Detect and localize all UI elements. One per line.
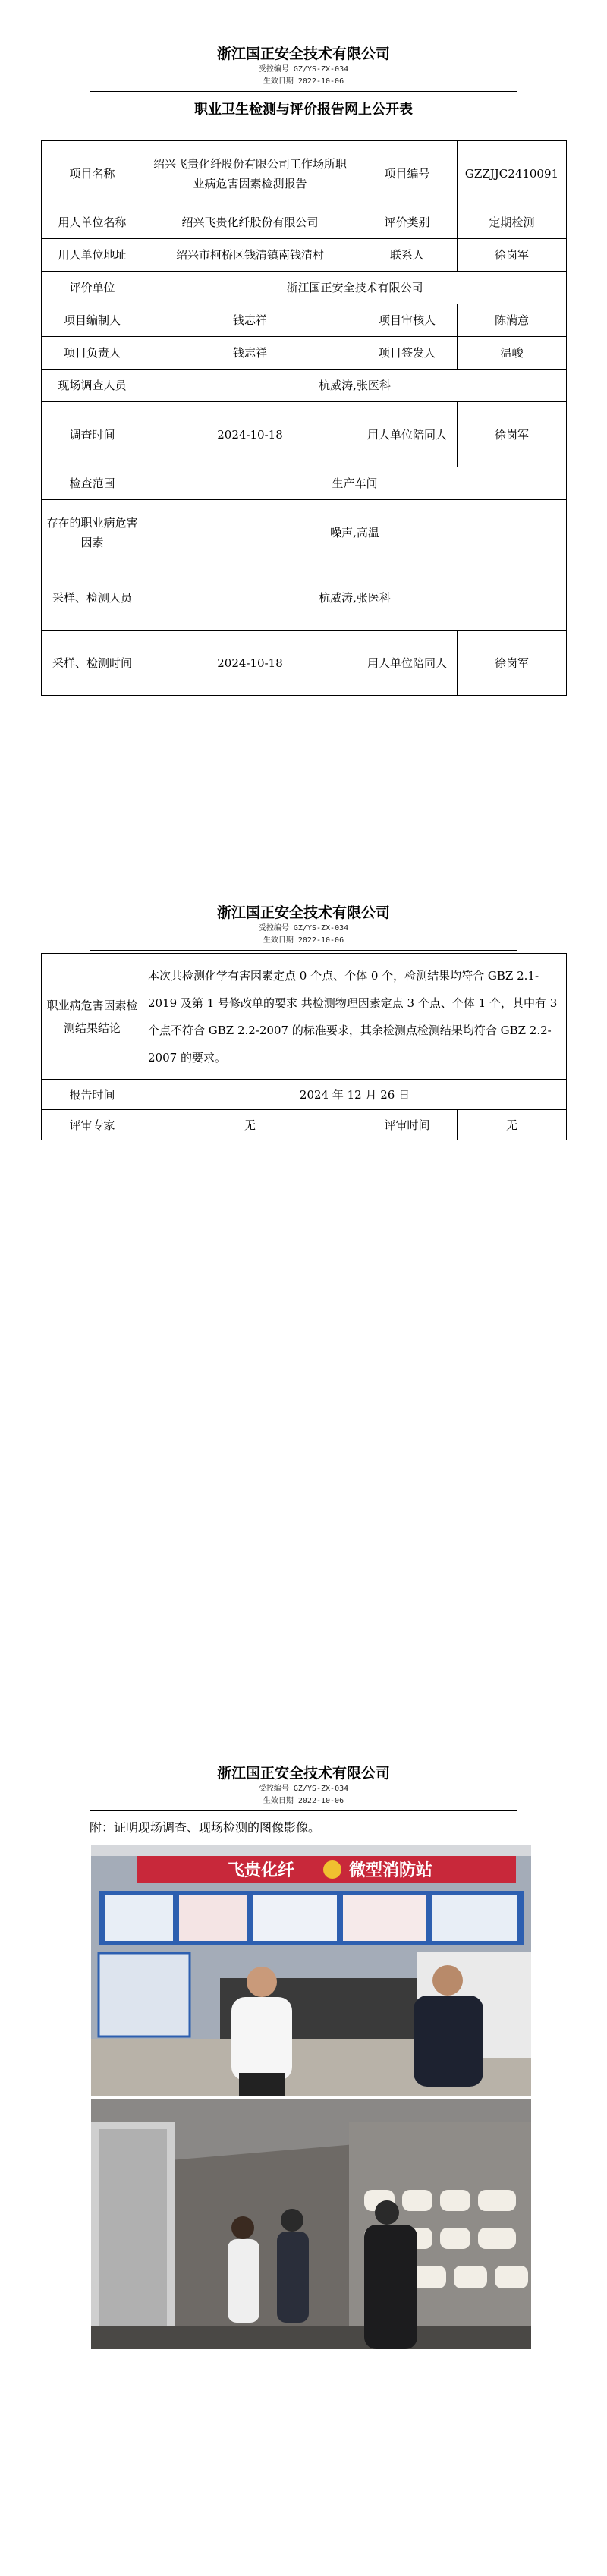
site-detection-photo: [91, 2099, 531, 2349]
hazards-label: 存在的职业病危害因素: [42, 500, 143, 565]
project-name-label: 项目名称: [42, 141, 143, 206]
report-time: 2024 年 12 月 26 日: [143, 1080, 567, 1110]
accompany: 徐岗军: [458, 402, 567, 467]
site-detection-photo-illustration: [91, 2099, 531, 2349]
banner-text-2: 微型消防站: [349, 1861, 433, 1880]
eval-unit: 浙江国正安全技术有限公司: [143, 272, 567, 304]
eval-type-label: 评价类别: [357, 206, 458, 239]
surveyor-label: 现场调查人员: [42, 370, 143, 402]
company-name: 浙江国正安全技术有限公司: [216, 46, 390, 62]
conclusion-text: 本次共检测化学有害因素定点 0 个点、个体 0 个，检测结果均符合 GBZ 2.1-2019 及第 1 号修改单的要求 共检测物理因素定点 3 个点、个体 1 个，其中有 3 个点不符合 GBZ 2.2-2007 的标准要求，其余检测点检测结果均符合 GBZ 2.2-2007 的要求。: [143, 954, 567, 1080]
effective-date-page2: 生效日期 2022-10-06: [263, 936, 344, 945]
accompany2-label: 用人单位陪同人: [357, 631, 458, 696]
control-number-page2: 受控编号 GZ/YS-ZX-034: [258, 924, 349, 933]
expert: 无: [143, 1110, 357, 1140]
address: 绍兴市柯桥区钱清镇南钱清村: [143, 239, 357, 272]
project-no: GZZJJC2410091: [458, 141, 567, 206]
sample-time: 2024-10-18: [143, 631, 357, 696]
conclusion-label: 职业病危害因素检测结果结论: [42, 954, 143, 1080]
contact: 徐岗军: [458, 239, 567, 272]
surveyor: 杭威涛,张医科: [143, 370, 567, 402]
leader: 钱志祥: [143, 337, 357, 370]
effective-date: 生效日期 2022-10-06: [263, 77, 344, 86]
site-survey-photo-illustration: [91, 1845, 531, 2096]
compiler: 钱志祥: [143, 304, 357, 337]
sampler-label: 采样、检测人员: [42, 565, 143, 631]
report-time-label: 报告时间: [42, 1080, 143, 1110]
expert-label: 评审专家: [42, 1110, 143, 1140]
control-number-page3: 受控编号 GZ/YS-ZX-034: [258, 1785, 349, 1793]
header-rule-page3: [90, 1810, 517, 1811]
hazards: 噪声,高温: [143, 500, 567, 565]
report-info-table: [41, 140, 567, 696]
company-name-page2: 浙江国正安全技术有限公司: [216, 904, 390, 921]
company-name-page3: 浙江国正安全技术有限公司: [216, 1765, 390, 1782]
survey-time: 2024-10-18: [143, 402, 357, 467]
survey-time-label: 调查时间: [42, 402, 143, 467]
site-survey-photo: [91, 1845, 531, 2096]
sampler: 杭威涛,张医科: [143, 565, 567, 631]
reviewer-label: 项目审核人: [357, 304, 458, 337]
eval-type: 定期检测: [458, 206, 567, 239]
eval-unit-label: 评价单位: [42, 272, 143, 304]
document-title: 职业卫生检测与评价报告网上公开表: [194, 102, 413, 118]
contact-label: 联系人: [357, 239, 458, 272]
review-time: 无: [458, 1110, 567, 1140]
project-no-label: 项目编号: [357, 141, 458, 206]
header-rule-page2: [90, 950, 517, 951]
employer: 绍兴飞贵化纤股份有限公司: [143, 206, 357, 239]
conclusion-table: [41, 953, 567, 1140]
address-label: 用人单位地址: [42, 239, 143, 272]
scope: 生产车间: [143, 467, 567, 500]
project-name: 绍兴飞贵化纤股份有限公司工作场所职业病危害因素检测报告: [143, 141, 357, 206]
scope-label: 检查范围: [42, 467, 143, 500]
accompany2: 徐岗军: [458, 631, 567, 696]
compiler-label: 项目编制人: [42, 304, 143, 337]
issuer-label: 项目签发人: [357, 337, 458, 370]
effective-date-page3: 生效日期 2022-10-06: [263, 1797, 344, 1805]
attachment-note: 附：证明现场调查、现场检测的图像影像。: [90, 1820, 321, 1835]
reviewer: 陈满意: [458, 304, 567, 337]
control-number: 受控编号 GZ/YS-ZX-034: [258, 65, 349, 74]
banner-text: 飞贵化纤: [228, 1861, 295, 1880]
employer-label: 用人单位名称: [42, 206, 143, 239]
issuer: 温峻: [458, 337, 567, 370]
header-rule: [90, 91, 517, 92]
leader-label: 项目负责人: [42, 337, 143, 370]
accompany-label: 用人单位陪同人: [357, 402, 458, 467]
sample-time-label: 采样、检测时间: [42, 631, 143, 696]
review-time-label: 评审时间: [357, 1110, 458, 1140]
